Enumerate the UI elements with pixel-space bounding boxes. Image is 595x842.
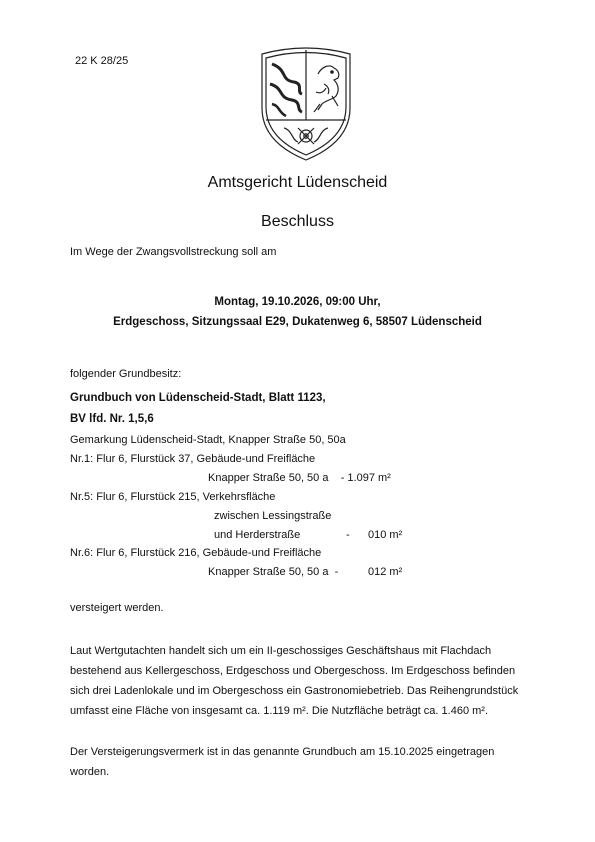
property-intro: folgender Grundbesitz: bbox=[70, 368, 182, 380]
parcel-6-address: Knapper Straße 50, 50 a - bbox=[208, 566, 339, 578]
parcel-1-address: Knapper Straße 50, 50 a - 1.097 m² bbox=[208, 472, 391, 484]
parcel-5-area: 010 m² bbox=[368, 529, 403, 541]
parcel-5-dash: - bbox=[346, 529, 350, 541]
auction-date: Montag, 19.10.2026, 09:00 Uhr, bbox=[214, 296, 381, 308]
parcel-6-line: Nr.6: Flur 6, Flurstück 216, Gebäude-und Freifläche bbox=[70, 547, 322, 559]
appraisal-paragraph: Laut Wertgutachten handelt sich um ein II-geschossiges Geschäftshaus mit Flachdach bestehend aus Kellergeschoss, Erdgeschoss und Obergeschoss. Im Erdgeschoss befinden sich drei Ladenlokale und im Obergeschoss ein Gastronomiebetrieb. Das Reihengrundstück umfasst eine Fläche von insgesamt ca. 1.119 m². Die Nutzfläche beträgt ca. 1.460 m². bbox=[70, 645, 519, 717]
parcel-5-location-1: zwischen Lessingstraße bbox=[214, 510, 332, 522]
intro-text: Im Wege der Zwangsvollstreckung soll am bbox=[70, 246, 277, 258]
auction-line: versteigert werden. bbox=[70, 602, 164, 614]
parcel-6-area: 012 m² bbox=[368, 566, 403, 578]
document-title: Beschluss bbox=[261, 213, 334, 230]
nrw-coat-of-arms-icon bbox=[258, 44, 354, 162]
parcel-1-line: Nr.1: Flur 6, Flurstück 37, Gebäude-und Freifläche bbox=[70, 453, 316, 465]
bv-line: BV lfd. Nr. 1,5,6 bbox=[70, 413, 154, 425]
parcel-5-line: Nr.5: Flur 6, Flurstück 215, Verkehrsfläche bbox=[70, 491, 276, 503]
registration-paragraph: Der Versteigerungsvermerk ist in das genannte Grundbuch am 15.10.2025 eingetragen worden. bbox=[70, 746, 495, 778]
case-number: 22 K 28/25 bbox=[75, 55, 129, 67]
parcel-5-location-2: und Herderstraße bbox=[214, 529, 301, 541]
grundbuch-line: Grundbuch von Lüdenscheid-Stadt, Blatt 1123, bbox=[70, 392, 326, 404]
gemarkung-line: Gemarkung Lüdenscheid-Stadt, Knapper Straße 50, 50a bbox=[70, 434, 346, 446]
auction-location: Erdgeschoss, Sitzungssaal E29, Dukatenweg 6, 58507 Lüdenscheid bbox=[113, 316, 482, 328]
court-name: Amtsgericht Lüdenscheid bbox=[207, 174, 388, 191]
